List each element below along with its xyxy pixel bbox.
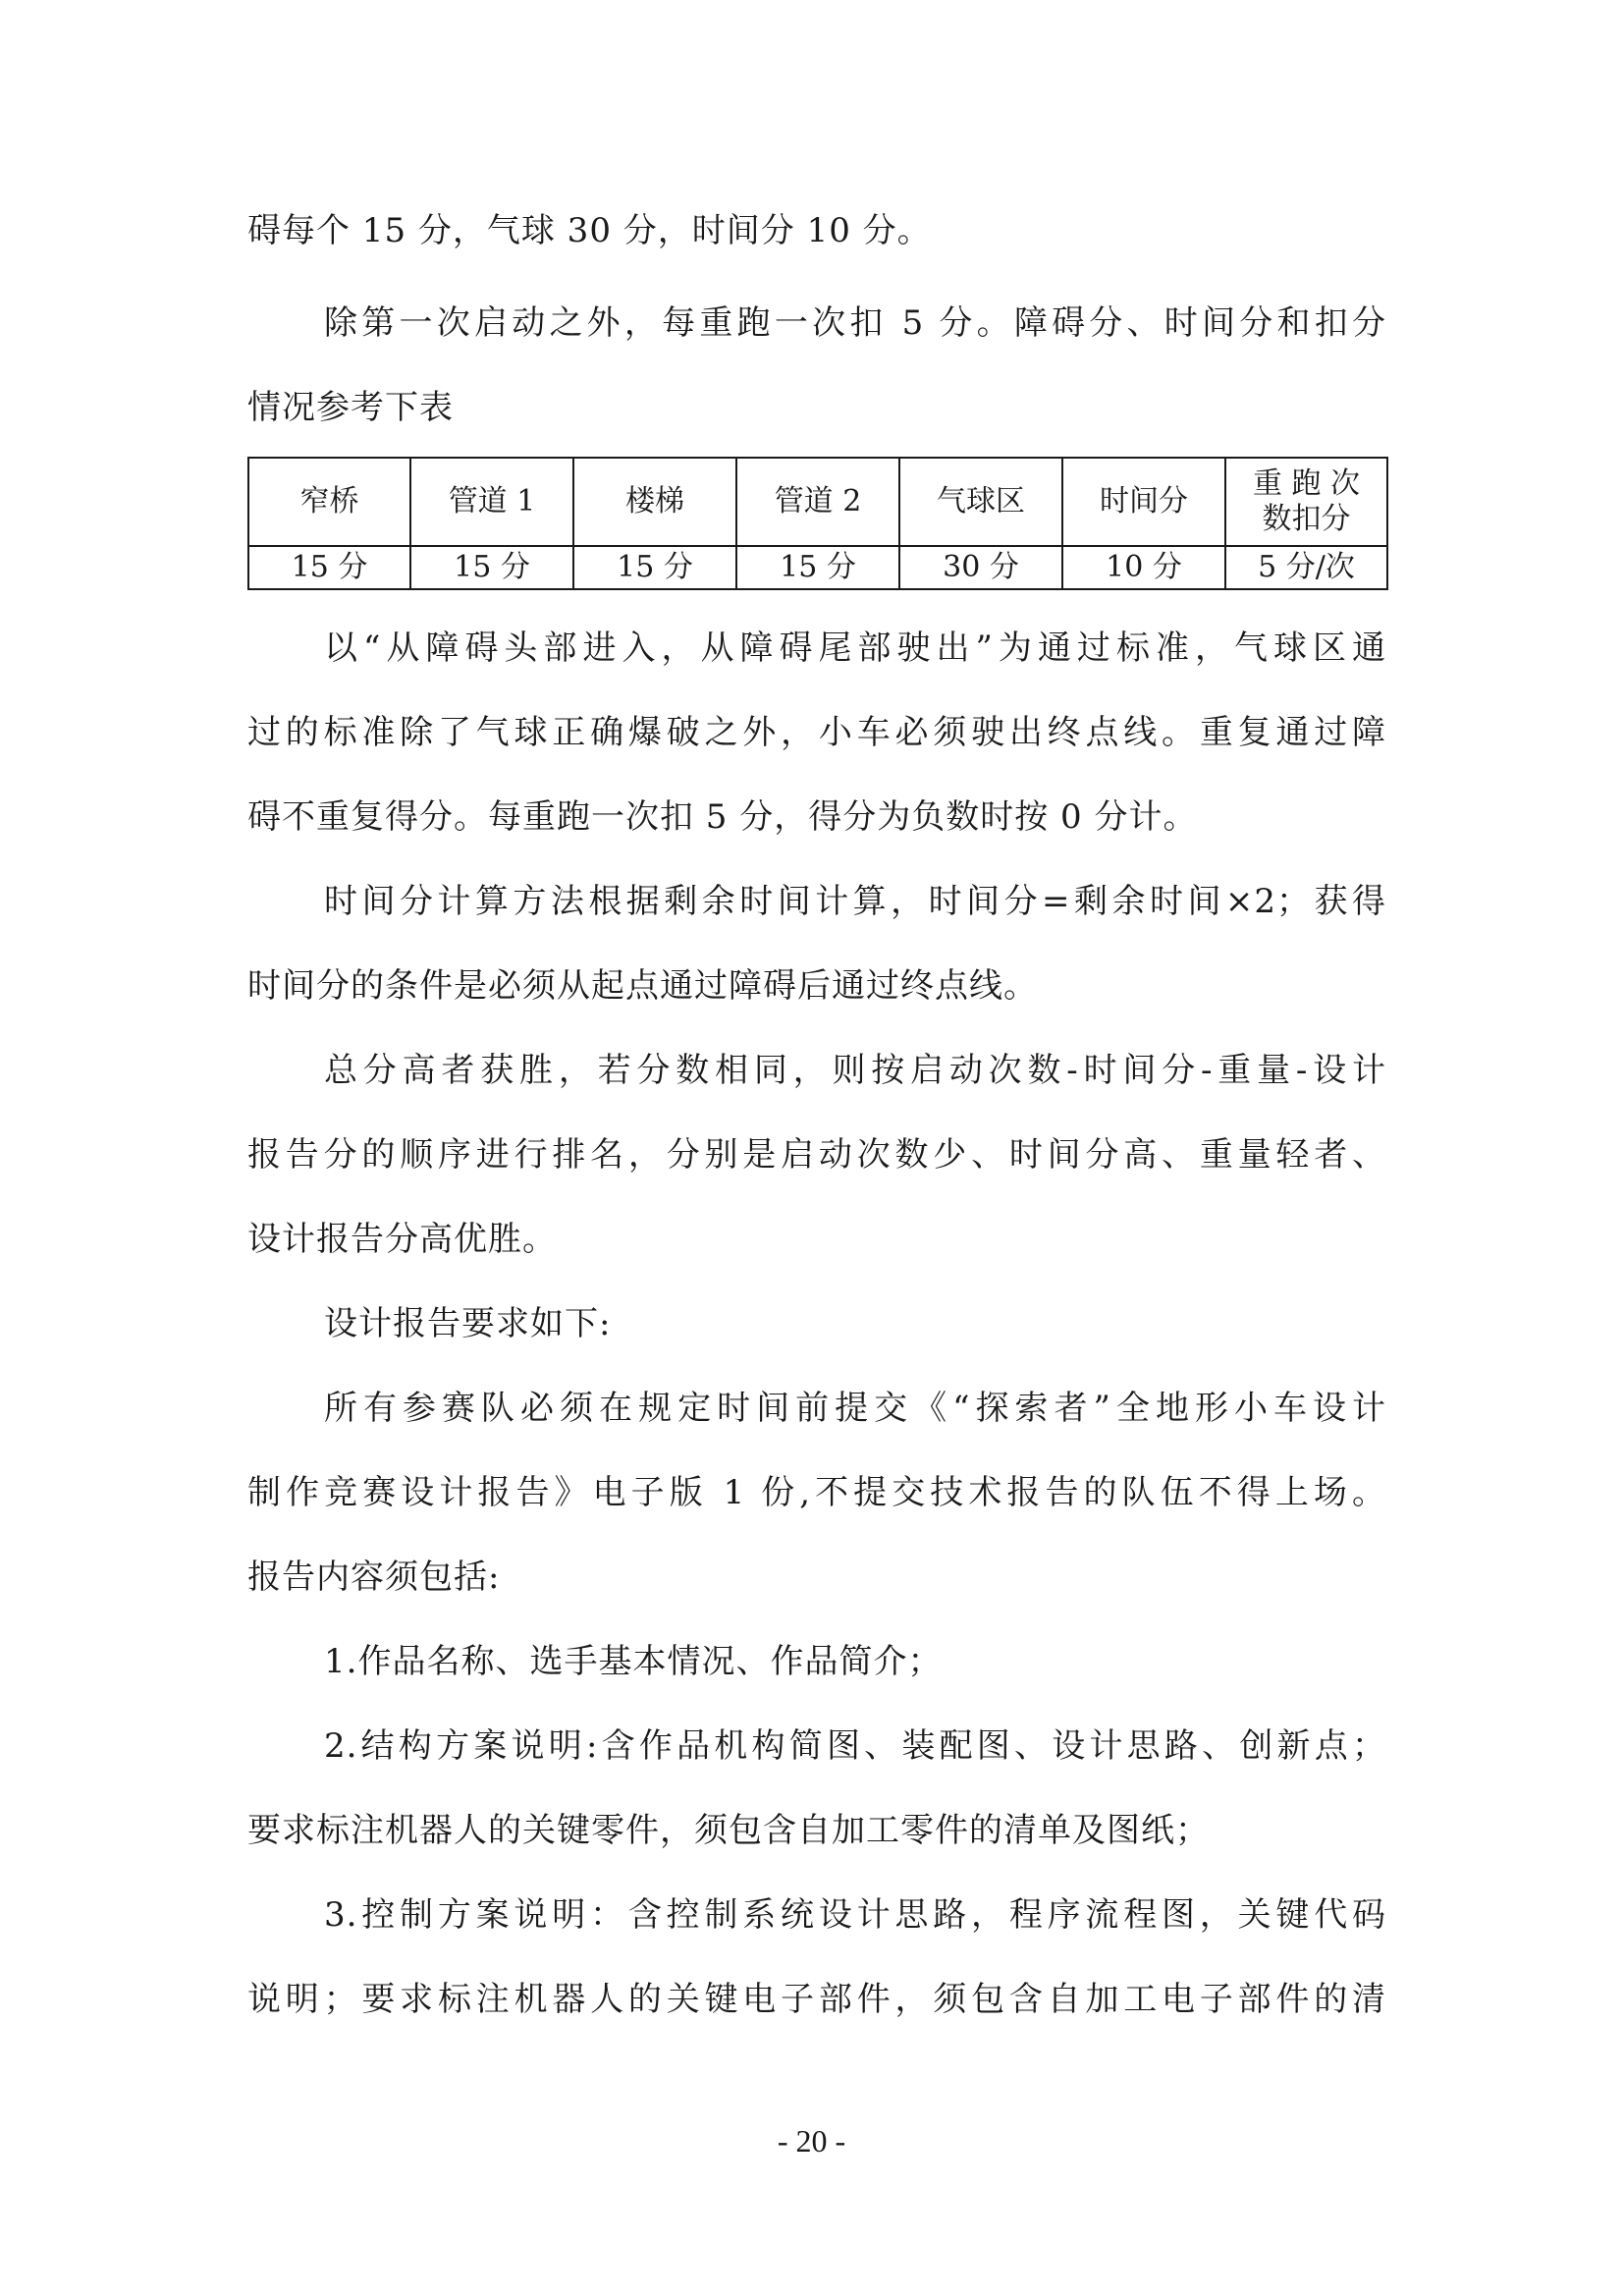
paragraph-line: 1.作品名称、选手基本情况、作品简介； <box>324 1642 943 1681</box>
table-header-cell <box>1225 458 1387 546</box>
paragraph-line: 时间分计算方法根据剩余时间计算，时间分=剩余时间×2；获得 <box>324 882 1386 921</box>
paragraph-line: 碍不重复得分。每重跑一次扣 5 分，得分为负数时按 0 分计。 <box>247 797 1198 837</box>
paragraph-line: 碍每个 15 分，气球 30 分，时间分 10 分。 <box>247 211 932 250</box>
paragraph-line: 说明；要求标注机器人的关键电子部件，须包含自加工电子部件的清 <box>247 1980 1386 2019</box>
table-header-cell: 时间分 <box>1062 458 1225 546</box>
paragraph-line: 除第一次启动之外，每重跑一次扣 5 分。障碍分、时间分和扣分 <box>324 303 1386 343</box>
paragraph-line: 所有参赛队必须在规定时间前提交《“探索者”全地形小车设计 <box>324 1389 1386 1428</box>
table-cell: 15 分 <box>248 546 410 589</box>
table-cell: 5 分/次 <box>1225 546 1387 589</box>
table-row <box>248 546 1387 589</box>
table-cell: 15 分 <box>410 546 573 589</box>
table-cell: 15 分 <box>736 546 899 589</box>
table-header-cell: 管道 1 <box>410 458 573 546</box>
score-table <box>247 457 1388 590</box>
paragraph-line: 设计报告要求如下: <box>324 1304 612 1343</box>
table-header-row <box>248 458 1387 546</box>
paragraph-line: 3.控制方案说明：含控制系统设计思路，程序流程图，关键代码 <box>324 1895 1386 1935</box>
paragraph-line: 时间分的条件是必须从起点通过障碍后通过终点线。 <box>247 966 1038 1006</box>
table-header-cell: 楼梯 <box>573 458 736 546</box>
table-header-cell: 窄桥 <box>248 458 410 546</box>
paragraph-line: 制作竞赛设计报告》电子版 1 份,不提交技术报告的队伍不得上场。 <box>247 1473 1386 1512</box>
paragraph-line: 设计报告分高优胜。 <box>247 1220 557 1259</box>
table-header-cell: 管道 2 <box>736 458 899 546</box>
paragraph-line: 要求标注机器人的关键零件，须包含自加工零件的清单及图纸； <box>247 1811 1210 1850</box>
paragraph-line: 报告分的顺序进行排名，分别是启动次数少、时间分高、重量轻者、 <box>247 1135 1386 1175</box>
paragraph-line: 总分高者获胜，若分数相同，则按启动次数-时间分-重量-设计 <box>324 1051 1386 1090</box>
table-header-cell-line: 数扣分 <box>1262 502 1351 536</box>
table-cell: 15 分 <box>573 546 736 589</box>
table-header-cell: 气球区 <box>899 458 1062 546</box>
page-number: - 20 - <box>777 2123 846 2159</box>
paragraph-line: 以“从障碍头部进入，从障碍尾部驶出”为通过标准，气球区通 <box>324 629 1386 668</box>
paragraph-line: 报告内容须包括: <box>247 1558 501 1597</box>
table-cell: 30 分 <box>899 546 1062 589</box>
paragraph-line: 情况参考下表 <box>247 388 454 427</box>
table-header-cell-line: 重 跑 次 <box>1252 466 1361 501</box>
table-cell: 10 分 <box>1062 546 1225 589</box>
paragraph-line: 2.结构方案说明:含作品机构简图、装配图、设计思路、创新点； <box>324 1726 1386 1766</box>
paragraph-line: 过的标准除了气球正确爆破之外，小车必须驶出终点线。重复通过障 <box>247 713 1386 752</box>
